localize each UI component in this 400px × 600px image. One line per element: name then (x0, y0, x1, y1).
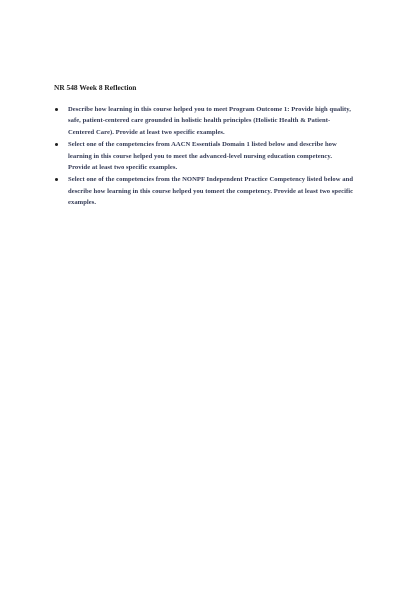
bullet-icon (55, 143, 58, 146)
bullet-item-program-outcome (54, 104, 354, 138)
reflection-bullet-list (54, 104, 354, 209)
bullet-text: Select one of the competencies from AACN Essentials Domain 1 listed below and describe how learning in this course helped you to meet the advanced-level nursing education competency. Provide at least two specific examples. (68, 141, 337, 172)
bullet-icon (55, 108, 58, 111)
bullet-text: Select one of the competencies from the NONPF Independent Practice Competency listed below and describe how learning in this course helped you tomeet the competency. Provide at least two specific examples. (68, 176, 354, 207)
bullet-icon (55, 178, 58, 181)
bullet-text: Describe how learning in this course helped you to meet Program Outcome 1: Provide high quality, safe, patient-centered care grounded in holistic health principles (Holistic Health & Patient-Centered Care). Provide at least two specific examples. (68, 106, 351, 136)
document-content (54, 83, 354, 210)
bullet-item-nonpf-competency (54, 174, 354, 208)
document-title: NR 548 Week 8 Reflection (54, 83, 137, 92)
bullet-item-aacn-essentials (54, 139, 354, 173)
